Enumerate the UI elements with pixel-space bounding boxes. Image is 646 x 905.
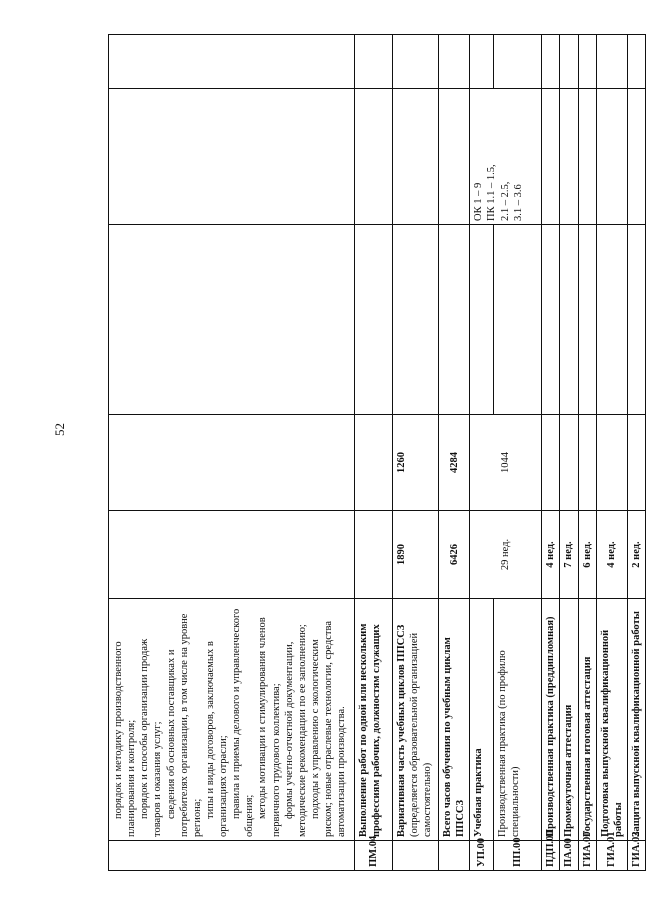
row-max: 6 нед.	[578, 511, 596, 599]
row-code: ПМ.04	[355, 841, 393, 871]
row-req	[596, 415, 627, 511]
row-name: Государственная итоговая аттестация	[578, 599, 596, 841]
row-name-bold: Вариативная часть учебных циклов ППССЗ	[396, 624, 407, 837]
row-name	[393, 599, 439, 841]
table-row	[439, 35, 470, 871]
description-item: методы мотивации и стимулирования членов первичного трудового коллектива;	[257, 617, 282, 837]
row-max: 7 нед.	[560, 511, 578, 599]
row-code: ПДП.00	[542, 841, 560, 871]
row-comp	[470, 89, 542, 225]
table-row-description	[109, 35, 355, 871]
row-disc	[470, 225, 494, 415]
description-item: порядок и методику производственного планирования и контроля;	[113, 641, 138, 837]
row-name: Подготовка выпускной квалификационной работы	[596, 599, 627, 841]
table-row	[596, 35, 627, 871]
row-disc	[355, 225, 393, 415]
page-number: 52	[52, 423, 67, 436]
row-code: ГИА.00	[578, 841, 596, 871]
row-blank	[560, 35, 578, 89]
competencies-cell	[109, 89, 355, 225]
row-req: 1260	[393, 415, 439, 511]
curriculum-table	[108, 34, 646, 871]
row-max: 1890	[393, 511, 439, 599]
description-item: формы учетно-отчетной документации, методические рекомендации по ее заполнению;	[283, 624, 308, 837]
row-blank	[627, 35, 645, 89]
table-row	[393, 35, 439, 871]
row-name: Всего часов обучения по учебным циклам ППССЗ	[439, 599, 470, 841]
rotated-table-sheet	[108, 35, 642, 871]
blank-cell	[109, 35, 355, 89]
table-row	[355, 35, 393, 871]
row-code: ГИА.02	[627, 841, 645, 871]
row-comp	[560, 89, 578, 225]
row-max: 4 нед.	[596, 511, 627, 599]
required-hours-cell	[109, 415, 355, 511]
row-req	[560, 415, 578, 511]
row-name: Производственная практика (преддипломная)	[542, 599, 560, 841]
row-disc	[393, 225, 439, 415]
row-disc	[542, 225, 560, 415]
row-disc	[494, 225, 542, 415]
competency-item: ПК 1.1 – 1.5,	[486, 164, 498, 221]
description-item: сведения об основных поставщиках и потребителях организации, в том числе на уровне региона;	[165, 613, 203, 837]
row-disc	[578, 225, 596, 415]
row-name: Учебная практика	[470, 599, 494, 841]
row-comp	[355, 89, 393, 225]
row-blank	[578, 35, 596, 89]
row-blank	[542, 35, 560, 89]
row-blank	[470, 35, 494, 89]
row-max: 6426	[439, 511, 470, 599]
row-comp	[439, 89, 470, 225]
row-blank	[393, 35, 439, 89]
row-name: Производственная практика (по профилю специальности)	[494, 599, 542, 841]
competency-item: ОК 1 – 9	[473, 182, 485, 221]
row-req: 4284	[439, 415, 470, 511]
competency-item: 2.1 – 2.5,	[499, 181, 511, 221]
row-name: Защита выпускной квалификационной работы	[627, 599, 645, 841]
row-disc	[596, 225, 627, 415]
row-code: ПА.00	[560, 841, 578, 871]
row-name: Промежуточная аттестация	[560, 599, 578, 841]
row-comp	[393, 89, 439, 225]
row-comp	[542, 89, 560, 225]
row-req	[627, 415, 645, 511]
row-blank	[355, 35, 393, 89]
table-row	[542, 35, 560, 871]
row-disc	[627, 225, 645, 415]
row-code: УП.00	[470, 841, 494, 871]
max-hours-cell	[109, 511, 355, 599]
description-item: порядок и способы организации продаж товаров и оказания услуг;	[139, 638, 164, 837]
row-max: 4 нед.	[542, 511, 560, 599]
competency-item: 3.1 – 3.6	[512, 184, 524, 221]
row-blank	[494, 35, 542, 89]
table-row	[470, 35, 494, 871]
description-cell	[109, 599, 355, 841]
row-max	[355, 511, 393, 599]
row-code	[393, 841, 439, 871]
row-req	[355, 415, 393, 511]
row-req	[542, 415, 560, 511]
code-cell	[109, 841, 355, 871]
table-rotation-frame	[108, 35, 642, 871]
row-blank	[596, 35, 627, 89]
description-item: типы и виды договоров, заключаемых в организациях отрасли;	[204, 641, 229, 837]
row-req	[578, 415, 596, 511]
row-code	[439, 841, 470, 871]
row-name: Выполнение работ по одной или нескольким профессиям рабочих, должностям служащих	[355, 599, 393, 841]
table-row	[560, 35, 578, 871]
row-max: 2 нед.	[627, 511, 645, 599]
row-max: 29 нед.	[470, 511, 542, 599]
table-row	[627, 35, 645, 871]
disciplines-cell	[109, 225, 355, 415]
row-blank	[439, 35, 470, 89]
row-code: ПП.00	[494, 841, 542, 871]
table-row	[578, 35, 596, 871]
description-item: подходы к управлению с экологическим риском; новые отраслевые технологии, средства автоматизации производства.	[309, 621, 348, 837]
row-comp	[596, 89, 627, 225]
row-disc	[560, 225, 578, 415]
row-comp	[578, 89, 596, 225]
description-item: правила и приемы делового и управленческого общения;	[231, 608, 256, 837]
row-req: 1044	[470, 415, 542, 511]
row-disc	[439, 225, 470, 415]
row-comp	[627, 89, 645, 225]
row-code: ГИА.01	[596, 841, 627, 871]
row-name-note: (определяется образовательной организацией самостоятельно)	[409, 632, 434, 837]
